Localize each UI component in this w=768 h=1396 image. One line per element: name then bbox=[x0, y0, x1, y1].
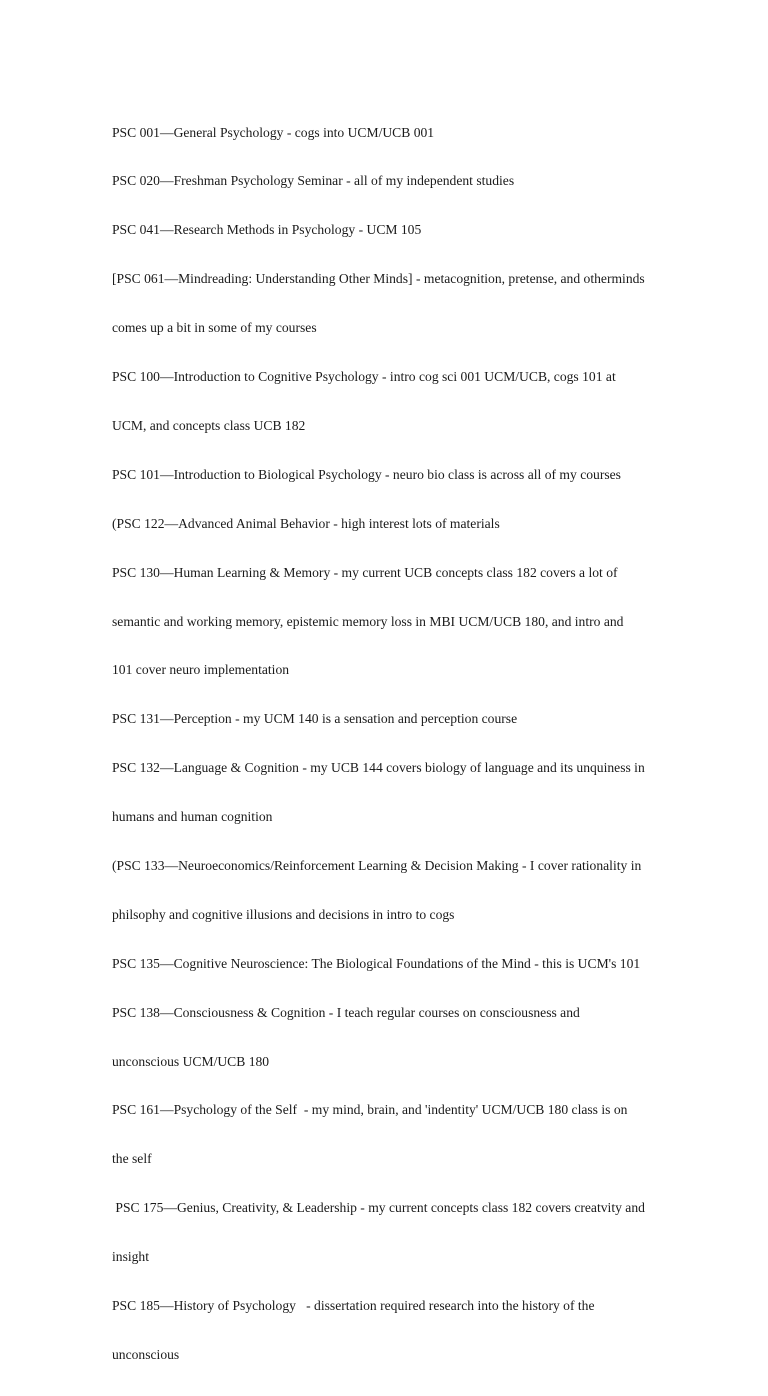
text-line: PSC 041—Research Methods in Psychology - UCM 105 bbox=[112, 222, 422, 238]
text-line: unconscious UCM/UCB 180 bbox=[112, 1053, 270, 1069]
text-line: 101 cover neuro implementation bbox=[112, 662, 290, 678]
text-line: semantic and working memory, epistemic memory loss in MBI UCM/UCB 180, and intro and bbox=[112, 613, 624, 629]
text-line: PSC 135—Cognitive Neuroscience: The Biological Foundations of the Mind - this is UCM's 101 bbox=[112, 955, 641, 971]
text-line: UCM, and concepts class UCB 182 bbox=[112, 417, 306, 433]
text-line: [PSC 061—Mindreading: Understanding Other Minds] - metacognition, pretense, and otherminds bbox=[112, 271, 645, 287]
text-line: (PSC 122—Advanced Animal Behavior - high interest lots of materials bbox=[112, 515, 500, 531]
text-line: (PSC 133—Neuroeconomics/Reinforcement Learning & Decision Making - I cover rationality in bbox=[112, 857, 642, 873]
text-line: philsophy and cognitive illusions and decisions in intro to cogs bbox=[112, 906, 455, 922]
text-line: PSC 101—Introduction to Biological Psychology - neuro bio class is across all of my courses bbox=[112, 466, 621, 482]
text-line: humans and human cognition bbox=[112, 809, 273, 825]
text-line: PSC 138—Consciousness & Cognition - I teach regular courses on consciousness and bbox=[112, 1004, 580, 1020]
text-line: PSC 131—Perception - my UCM 140 is a sensation and perception course bbox=[112, 711, 518, 727]
text-line: PSC 132—Language & Cognition - my UCB 144 covers biology of language and its unquiness in bbox=[112, 760, 645, 776]
text-line: PSC 161—Psychology of the Self - my mind, brain, and 'indentity' UCM/UCB 180 class is on bbox=[112, 1102, 628, 1118]
text-line: PSC 001—General Psychology - cogs into UCM/UCB 001 bbox=[112, 124, 435, 140]
text-line: PSC 185—History of Psychology - dissertation required research into the history of the bbox=[112, 1297, 595, 1313]
text-line: the self bbox=[112, 1151, 152, 1167]
text-line: insight bbox=[112, 1249, 150, 1265]
text-line: PSC 100—Introduction to Cognitive Psychology - intro cog sci 001 UCM/UCB, cogs 101 at bbox=[112, 369, 616, 385]
text-line: PSC 130—Human Learning & Memory - my current UCB concepts class 182 covers a lot of bbox=[112, 564, 618, 580]
text-line: PSC 020—Freshman Psychology Seminar - all of my independent studies bbox=[112, 173, 515, 189]
text-line: unconscious bbox=[112, 1346, 180, 1362]
text-line: comes up a bit in some of my courses bbox=[112, 320, 317, 336]
course-list-text bbox=[112, 92, 672, 1396]
text-line: PSC 175—Genius, Creativity, & Leadership - my current concepts class 182 covers creatvity and bbox=[112, 1200, 645, 1216]
